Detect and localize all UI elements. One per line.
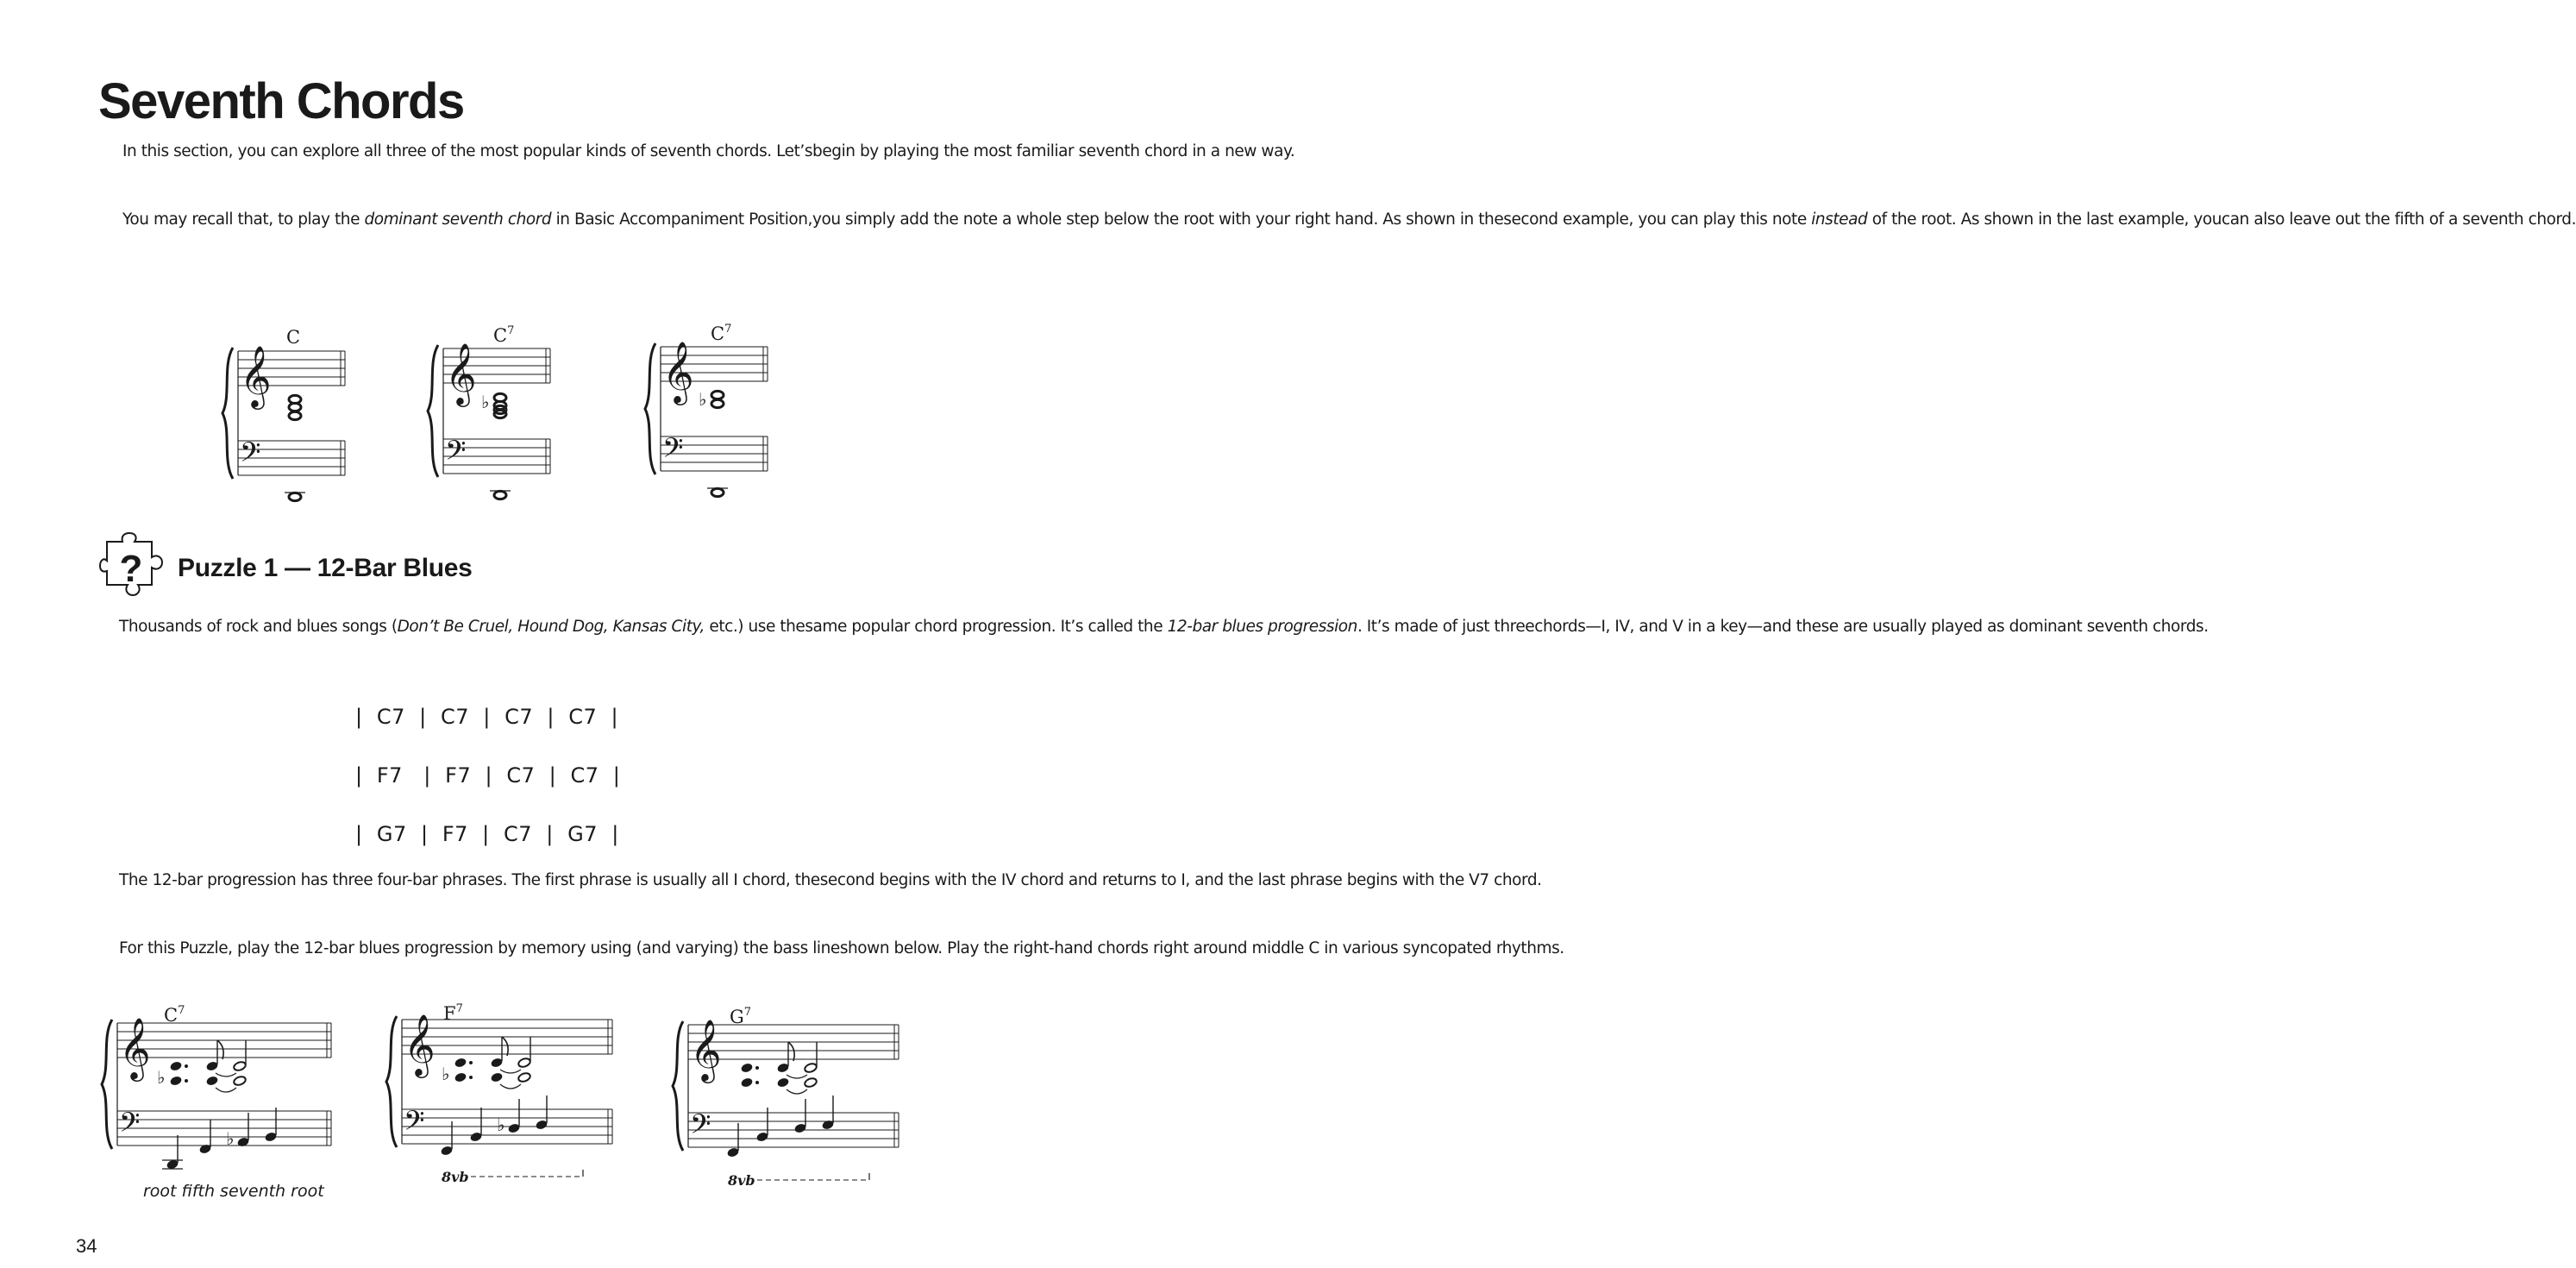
- tie: [216, 1088, 236, 1092]
- tie: [500, 1070, 521, 1073]
- bass-clef-icon: 𝄢: [404, 1105, 425, 1143]
- ottava-text: 8vb: [728, 1172, 755, 1189]
- treble-clef-icon: 𝄞: [404, 1013, 436, 1076]
- rh-half-note: [233, 1075, 247, 1086]
- treble-clef-icon: 𝄞: [240, 344, 272, 407]
- ottava-text: 8vb: [442, 1169, 469, 1185]
- flat-icon: ♭: [442, 1064, 450, 1084]
- text-line: In this section, you can explore all three of the most popular kinds of seventh chords. Let’s: [122, 142, 813, 160]
- rh-chord-note: [205, 1075, 218, 1086]
- bass-clef-icon: 𝄢: [119, 1107, 141, 1145]
- text-run: Thousands of rock and blues songs (: [119, 618, 398, 636]
- brace: [673, 1021, 683, 1151]
- rh-half-note: [517, 1057, 531, 1068]
- bass-root-note: [289, 493, 301, 500]
- bass-chord-label-1: $C^7$: [164, 1004, 185, 1026]
- rh-half-note: [517, 1071, 531, 1083]
- text-line: [1503, 210, 2222, 229]
- tie: [787, 1089, 807, 1094]
- tie: [216, 1073, 236, 1077]
- flat-icon: ♭: [699, 389, 707, 410]
- dot: [469, 1061, 473, 1064]
- dot: [469, 1076, 473, 1079]
- dot: [185, 1064, 188, 1068]
- dot: [755, 1081, 759, 1084]
- rh-half-note: [233, 1060, 247, 1071]
- text-line: For this Puzzle, play the 12-bar blues progression by memory using (and varying) the bass line: [119, 939, 840, 957]
- text-line: begin by playing the most familiar seventh chord in a new way.: [812, 142, 1295, 160]
- italic-text: instead: [1811, 210, 1868, 229]
- flag: [502, 1037, 508, 1056]
- bass-clef-icon: 𝄢: [662, 432, 684, 470]
- example-chord-label-2: $C^7$: [493, 324, 515, 346]
- brace: [386, 1016, 397, 1147]
- progression-row-2: | F7 | F7 | C7 | C7 |: [355, 763, 621, 788]
- tie: [787, 1075, 807, 1078]
- text-run: . It’s made of just three: [1357, 618, 1535, 636]
- text-line: shown below. Play the right-hand chords right around middle C in various syncopated rhythms.: [839, 939, 1564, 957]
- brace: [102, 1020, 112, 1149]
- italic-text: dominant seventh chord: [364, 210, 552, 229]
- rh-chord-note: [776, 1077, 789, 1088]
- tie: [500, 1084, 521, 1089]
- flag: [217, 1040, 223, 1059]
- music-notation: [0, 0, 1037, 1268]
- bass-caption: root fifth seventh root: [143, 1182, 324, 1201]
- dot: [755, 1066, 759, 1070]
- bass-chord-label-2: $F^7$: [443, 1002, 463, 1024]
- rh-chord-note: [740, 1077, 753, 1088]
- rh-chord-note: [490, 1071, 503, 1083]
- text-run: second example, you can play this note: [1503, 210, 1812, 229]
- text-run: of the root. As shown in the last example, you: [1867, 210, 2222, 229]
- flag: [788, 1042, 794, 1061]
- text-line: second begins with the IV chord and returns to I, and the last phrase begins with the V7 chord.: [819, 871, 1542, 889]
- text-line: [1534, 618, 2208, 636]
- treble-clef-icon: 𝄞: [662, 340, 694, 403]
- rh-chord-note: [169, 1075, 182, 1086]
- brace: [645, 343, 655, 474]
- bass-clef-icon: 𝄢: [445, 435, 467, 473]
- text-run: you simply add the note a whole step below the root with your right hand. As shown in the: [812, 210, 1504, 229]
- treble-clef-icon: 𝄞: [119, 1016, 151, 1079]
- treble-clef-icon: 𝄞: [445, 342, 477, 405]
- page-title: Seventh Chords: [98, 73, 464, 129]
- flat-icon: ♭: [157, 1067, 166, 1088]
- rh-chord-note: [454, 1071, 467, 1083]
- rh-half-note: [804, 1077, 818, 1088]
- text-run: same popular chord progression. It’s called the: [805, 618, 1168, 636]
- rh-chord-note: [169, 1060, 182, 1071]
- flat-icon: ♭: [497, 1114, 505, 1135]
- bass-root-note: [711, 488, 724, 496]
- rh-half-note: [804, 1062, 818, 1073]
- treble-clef-icon: 𝄞: [690, 1018, 722, 1081]
- rh-chord-note: [740, 1062, 753, 1073]
- text-run: You may recall that, to play the: [122, 210, 365, 229]
- italic-text: Don’t Be Cruel, Hound Dog, Kansas City,: [397, 618, 705, 636]
- dot: [185, 1079, 188, 1083]
- text-line: [2222, 210, 2576, 229]
- brace: [223, 348, 233, 479]
- example-chord-label-1: C: [286, 327, 301, 348]
- page-number: 34: [76, 1235, 97, 1257]
- puzzle-icon-glyph: ?: [119, 548, 143, 590]
- bass-chord-label-3: $G^7$: [730, 1006, 752, 1027]
- progression-row-3: | G7 | F7 | C7 | G7 |: [355, 822, 619, 846]
- bass-root-note: [494, 491, 506, 499]
- example-chord-label-3: $C^7$: [711, 323, 732, 344]
- chord-note: [289, 403, 301, 411]
- text-run: etc.) use the: [704, 618, 805, 636]
- puzzle-heading: Puzzle 1 — 12-Bar Blues: [178, 554, 473, 582]
- brace: [428, 345, 438, 477]
- flat-icon: ♭: [226, 1128, 235, 1149]
- flat-icon: ♭: [481, 392, 490, 412]
- chord-note: [711, 399, 724, 407]
- progression-row-1: | C7 | C7 | C7 | C7 |: [355, 705, 619, 729]
- chord-note: [289, 411, 301, 419]
- text-line: The 12-bar progression has three four-bar phrases. The first phrase is usually all I chord, the: [119, 871, 820, 889]
- bass-clef-icon: 𝄢: [690, 1108, 711, 1146]
- text-run: in Basic Accompaniment Position,: [551, 210, 812, 229]
- text-run: can also leave out the fifth of a seventh chord.: [2222, 210, 2576, 229]
- chord-note: [711, 391, 724, 399]
- bass-clef-icon: 𝄢: [240, 436, 261, 474]
- rh-chord-note: [454, 1057, 467, 1068]
- italic-text: 12-bar blues progression: [1167, 618, 1357, 636]
- text-run: chords—I, IV, and V in a key—and these are usually played as dominant seventh chords.: [1534, 618, 2209, 636]
